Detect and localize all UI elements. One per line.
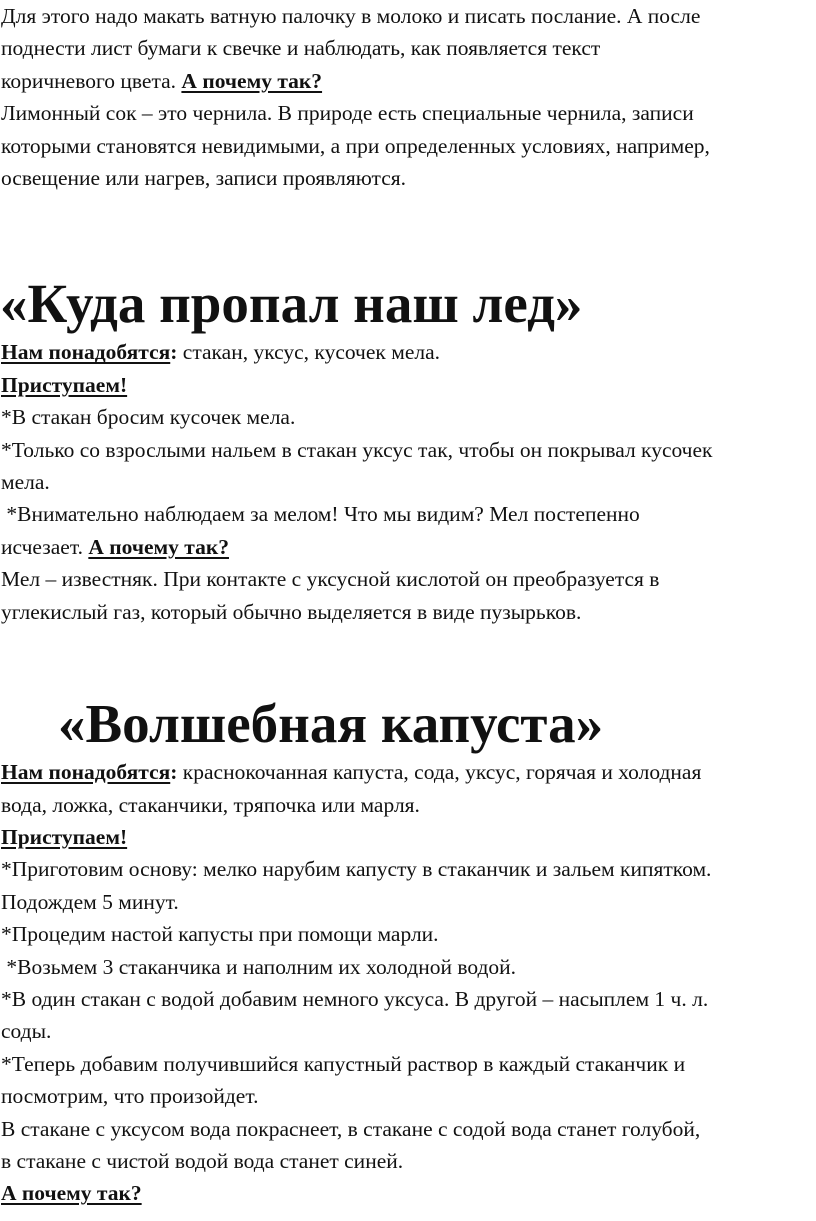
why-heading: А почему так? [1, 1181, 142, 1206]
experiment-title: «Волшебная капуста» [58, 693, 604, 755]
result-line: В стакане с уксусом вода покраснеет, в стакане с содой вода станет голубой, [1, 1116, 701, 1141]
step-line: *Теперь добавим получившийся капустный раствор в каждый стаканчик и [1, 1051, 686, 1076]
start-label: Приступаем! [1, 824, 128, 849]
step-line [0, 531, 816, 563]
materials-colon: : [170, 340, 178, 365]
ice-experiment-section [0, 272, 816, 628]
spacer [0, 628, 816, 692]
why-line [0, 1177, 816, 1209]
result-line: в стакане с чистой водой вода станет синей. [1, 1148, 404, 1173]
paragraph-line: освещение или нагрев, записи проявляются. [1, 166, 407, 191]
why-heading: А почему так? [181, 68, 323, 93]
materials-label: Нам понадобятся [1, 760, 171, 785]
step-text: исчезает. [1, 534, 89, 559]
materials-label: Нам понадобятся [1, 340, 171, 365]
step-line: Подождем 5 минут. [1, 889, 179, 914]
paragraph-text: коричневого цвета. [1, 68, 182, 93]
step-line: *В один стакан с водой добавим немного уксуса. В другой – насыплем 1 ч. л. [1, 986, 709, 1011]
step-line: *Только со взрослыми нальем в стакан уксус так, чтобы он покрывал кусочек [1, 437, 713, 462]
step-line: *Приготовим основу: мелко нарубим капусту в стаканчик и зальем кипятком. [1, 857, 712, 882]
spacer [0, 194, 816, 272]
materials-line [0, 756, 816, 788]
experiment-title: «Куда пропал наш лед» [0, 273, 583, 335]
explanation-line: Мел – известняк. При контакте с уксусной кислотой он преобразуется в [1, 567, 660, 592]
step-line: *В стакан бросим кусочек мела. [1, 405, 296, 430]
step-line: посмотрим, что произойдет. [1, 1084, 259, 1109]
why-heading: А почему так? [88, 534, 229, 559]
step-line: *Процедим настой капусты при помощи марли. [1, 922, 439, 947]
materials-colon: : [170, 760, 178, 785]
start-line [0, 821, 816, 853]
start-label: Приступаем! [1, 372, 128, 397]
start-line [0, 369, 816, 401]
paragraph-line: Для этого надо макать ватную палочку в молоко и писать послание. А после [1, 4, 701, 28]
paragraph-line: которыми становятся невидимыми, а при определенных условиях, например, [1, 133, 710, 158]
step-line: соды. [1, 1019, 52, 1044]
paragraph-line: Лимонный сок – это чернила. В природе есть специальные чернила, записи [1, 101, 694, 126]
intro-section [0, 0, 816, 194]
materials-line: вода, ложка, стаканчики, тряпочка или марля. [1, 792, 420, 817]
step-line: мела. [1, 470, 50, 495]
cabbage-experiment-section [0, 692, 816, 1210]
step-line: *Внимательно наблюдаем за мелом! Что мы видим? Мел постепенно [1, 502, 640, 527]
materials-line [0, 336, 816, 368]
materials-text: краснокочанная капуста, сода, уксус, горячая и холодная [177, 760, 702, 785]
materials-text: стакан, уксус, кусочек мела. [177, 340, 441, 365]
explanation-line: углекислый газ, который обычно выделяется в виде пузырьков. [1, 599, 582, 624]
step-line: *Возьмем 3 стаканчика и наполним их холодной водой. [1, 954, 517, 979]
paragraph-line [0, 65, 816, 97]
paragraph-line: поднести лист бумаги к свечке и наблюдать, как появляется текст [1, 36, 601, 61]
